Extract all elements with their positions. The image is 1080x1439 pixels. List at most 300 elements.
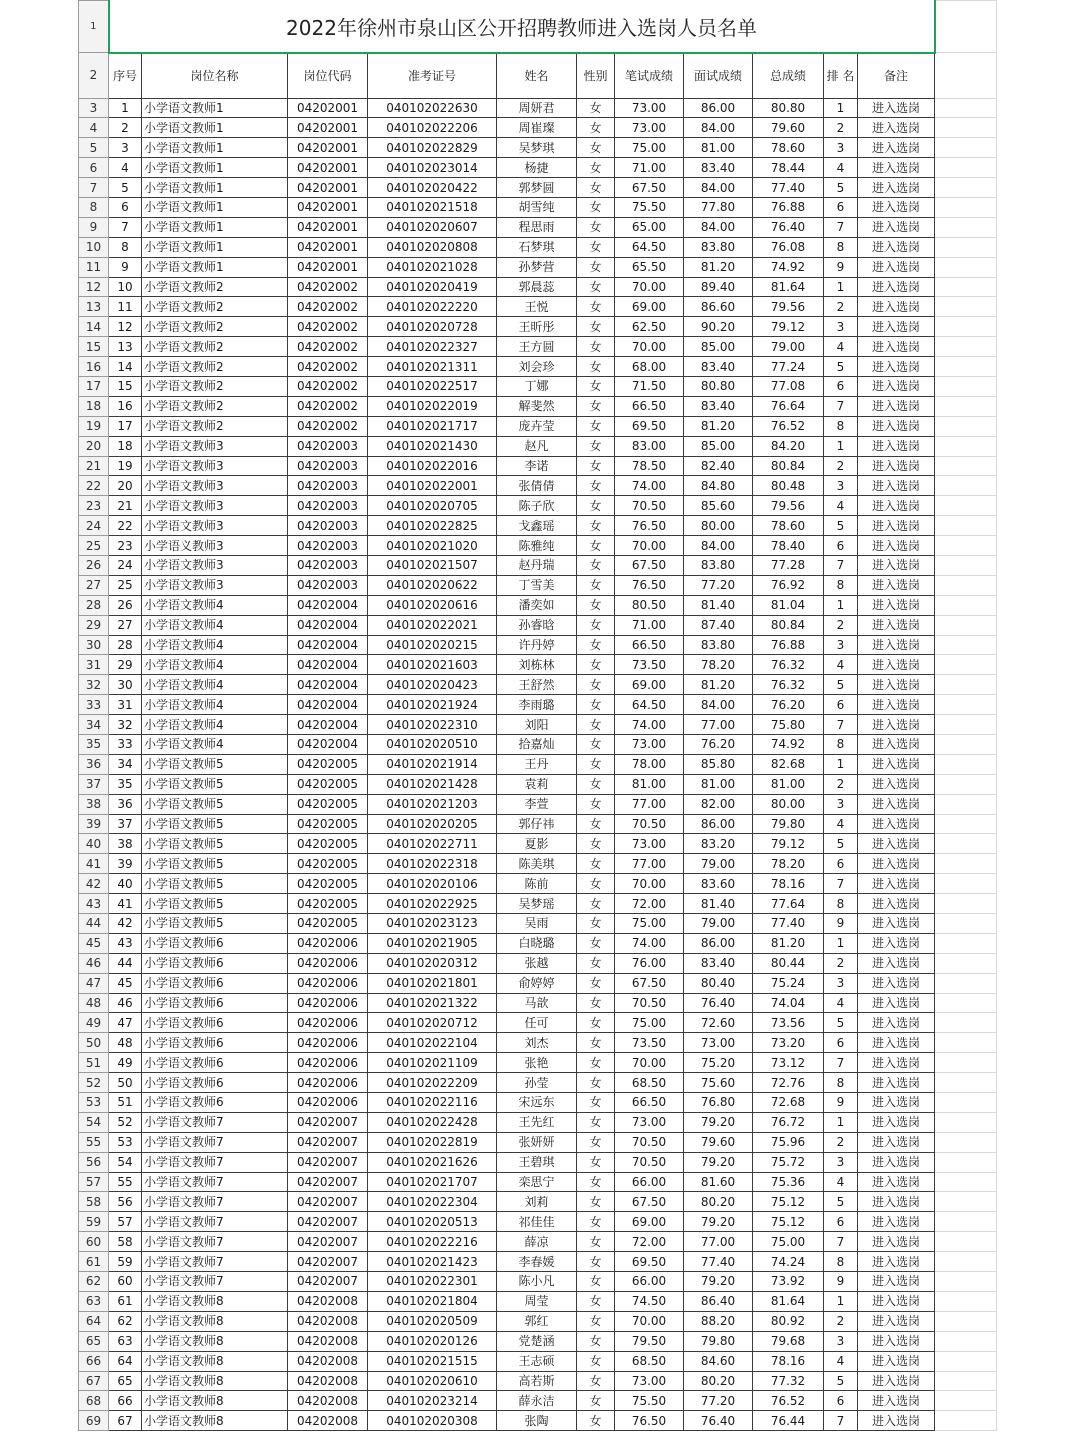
cell-name[interactable]: 刘栋林 [497, 655, 577, 675]
cell-code[interactable]: 04202001 [288, 217, 368, 237]
cell-note[interactable]: 进入选岗 [858, 1013, 935, 1033]
cell-exam-id[interactable]: 040102020610 [368, 1371, 497, 1391]
cell-written[interactable]: 70.00 [615, 1311, 684, 1331]
row-number[interactable]: 8 [79, 197, 109, 217]
cell-note[interactable]: 进入选岗 [858, 1411, 935, 1431]
row-number[interactable]: 53 [79, 1093, 109, 1113]
empty-cell[interactable] [935, 1152, 997, 1172]
cell-note[interactable]: 进入选岗 [858, 874, 935, 894]
cell-gender[interactable]: 女 [577, 1033, 615, 1053]
cell-written[interactable]: 77.00 [615, 794, 684, 814]
cell-post[interactable]: 小学语文教师6 [142, 1093, 288, 1113]
cell-rank[interactable]: 7 [824, 217, 858, 237]
cell-post[interactable]: 小学语文教师6 [142, 993, 288, 1013]
cell-rank[interactable]: 4 [824, 655, 858, 675]
empty-cell[interactable] [935, 98, 997, 118]
cell-gender[interactable]: 女 [577, 257, 615, 277]
cell-seq[interactable]: 26 [109, 595, 142, 615]
row-number[interactable]: 41 [79, 854, 109, 874]
cell-exam-id[interactable]: 040102021626 [368, 1152, 497, 1172]
cell-interview[interactable]: 79.00 [684, 854, 753, 874]
cell-rank[interactable]: 7 [824, 1411, 858, 1431]
cell-total[interactable]: 77.64 [753, 894, 824, 914]
cell-name[interactable]: 王舒然 [497, 675, 577, 695]
cell-post[interactable]: 小学语文教师2 [142, 357, 288, 377]
cell-gender[interactable]: 女 [577, 516, 615, 536]
cell-gender[interactable]: 女 [577, 1192, 615, 1212]
cell-total[interactable]: 80.44 [753, 953, 824, 973]
cell-exam-id[interactable]: 040102022711 [368, 834, 497, 854]
cell-written[interactable]: 78.50 [615, 456, 684, 476]
cell-interview[interactable]: 86.00 [684, 814, 753, 834]
cell-post[interactable]: 小学语文教师3 [142, 456, 288, 476]
cell-name[interactable]: 刘杰 [497, 1033, 577, 1053]
cell-gender[interactable]: 女 [577, 1053, 615, 1073]
cell-rank[interactable]: 5 [824, 516, 858, 536]
cell-name[interactable]: 李雨璐 [497, 695, 577, 715]
cell-interview[interactable]: 85.80 [684, 754, 753, 774]
row-number[interactable]: 69 [79, 1411, 109, 1431]
cell-exam-id[interactable]: 040102022829 [368, 138, 497, 158]
cell-note[interactable]: 进入选岗 [858, 1351, 935, 1371]
cell-note[interactable]: 进入选岗 [858, 237, 935, 257]
cell-total[interactable]: 77.24 [753, 357, 824, 377]
cell-written[interactable]: 80.50 [615, 595, 684, 615]
cell-written[interactable]: 74.00 [615, 476, 684, 496]
cell-total[interactable]: 81.20 [753, 933, 824, 953]
cell-rank[interactable]: 7 [824, 555, 858, 575]
cell-code[interactable]: 04202008 [288, 1351, 368, 1371]
cell-code[interactable]: 04202006 [288, 973, 368, 993]
cell-post[interactable]: 小学语文教师5 [142, 794, 288, 814]
header-post[interactable]: 岗位名称 [142, 53, 288, 99]
cell-post[interactable]: 小学语文教师1 [142, 197, 288, 217]
cell-name[interactable]: 拾嘉灿 [497, 735, 577, 755]
cell-written[interactable]: 72.00 [615, 1232, 684, 1252]
cell-seq[interactable]: 13 [109, 337, 142, 357]
cell-interview[interactable]: 80.80 [684, 376, 753, 396]
row-number[interactable]: 18 [79, 396, 109, 416]
empty-cell[interactable] [935, 973, 997, 993]
cell-exam-id[interactable]: 040102021924 [368, 695, 497, 715]
cell-total[interactable]: 78.60 [753, 138, 824, 158]
cell-total[interactable]: 76.40 [753, 217, 824, 237]
cell-total[interactable]: 72.76 [753, 1073, 824, 1093]
cell-total[interactable]: 78.20 [753, 854, 824, 874]
cell-exam-id[interactable]: 040102021109 [368, 1053, 497, 1073]
cell-gender[interactable]: 女 [577, 496, 615, 516]
cell-rank[interactable]: 4 [824, 814, 858, 834]
cell-code[interactable]: 04202001 [288, 138, 368, 158]
row-number[interactable]: 51 [79, 1053, 109, 1073]
cell-code[interactable]: 04202003 [288, 456, 368, 476]
cell-name[interactable]: 祁佳佳 [497, 1212, 577, 1232]
cell-name[interactable]: 程思雨 [497, 217, 577, 237]
cell-post[interactable]: 小学语文教师7 [142, 1152, 288, 1172]
cell-written[interactable]: 73.00 [615, 735, 684, 755]
cell-total[interactable]: 80.92 [753, 1311, 824, 1331]
cell-exam-id[interactable]: 040102022428 [368, 1112, 497, 1132]
cell-name[interactable]: 张妍妍 [497, 1132, 577, 1152]
cell-gender[interactable]: 女 [577, 1212, 615, 1232]
cell-note[interactable]: 进入选岗 [858, 1272, 935, 1292]
cell-name[interactable]: 丁雪美 [497, 575, 577, 595]
cell-interview[interactable]: 84.00 [684, 217, 753, 237]
row-number[interactable]: 20 [79, 436, 109, 456]
cell-code[interactable]: 04202003 [288, 536, 368, 556]
empty-cell[interactable] [935, 953, 997, 973]
cell-code[interactable]: 04202005 [288, 814, 368, 834]
cell-seq[interactable]: 59 [109, 1252, 142, 1272]
cell-interview[interactable]: 80.20 [684, 1192, 753, 1212]
cell-exam-id[interactable]: 040102021603 [368, 655, 497, 675]
cell-rank[interactable]: 8 [824, 575, 858, 595]
cell-seq[interactable]: 2 [109, 118, 142, 138]
cell-seq[interactable]: 6 [109, 197, 142, 217]
cell-total[interactable]: 79.12 [753, 834, 824, 854]
cell-written[interactable]: 74.00 [615, 933, 684, 953]
cell-exam-id[interactable]: 040102022209 [368, 1073, 497, 1093]
empty-cell[interactable] [935, 376, 997, 396]
cell-gender[interactable]: 女 [577, 357, 615, 377]
cell-exam-id[interactable]: 040102022021 [368, 615, 497, 635]
row-number[interactable]: 38 [79, 794, 109, 814]
cell-rank[interactable]: 6 [824, 376, 858, 396]
cell-interview[interactable]: 80.00 [684, 516, 753, 536]
cell-post[interactable]: 小学语文教师7 [142, 1252, 288, 1272]
cell-rank[interactable]: 5 [824, 1013, 858, 1033]
cell-seq[interactable]: 24 [109, 555, 142, 575]
cell-note[interactable]: 进入选岗 [858, 337, 935, 357]
cell-gender[interactable]: 女 [577, 695, 615, 715]
cell-code[interactable]: 04202001 [288, 118, 368, 138]
cell-note[interactable]: 进入选岗 [858, 1172, 935, 1192]
cell-gender[interactable]: 女 [577, 178, 615, 198]
cell-seq[interactable]: 51 [109, 1093, 142, 1113]
empty-cell[interactable] [935, 914, 997, 934]
row-number[interactable]: 4 [79, 118, 109, 138]
empty-cell[interactable] [935, 476, 997, 496]
empty-cell[interactable] [935, 735, 997, 755]
cell-exam-id[interactable]: 040102020106 [368, 874, 497, 894]
cell-exam-id[interactable]: 040102022116 [368, 1093, 497, 1113]
empty-cell[interactable] [935, 715, 997, 735]
cell-post[interactable]: 小学语文教师5 [142, 774, 288, 794]
cell-rank[interactable]: 5 [824, 178, 858, 198]
header-name[interactable]: 姓名 [497, 53, 577, 99]
row-number[interactable]: 56 [79, 1152, 109, 1172]
cell-note[interactable]: 进入选岗 [858, 1291, 935, 1311]
cell-exam-id[interactable]: 040102020126 [368, 1331, 497, 1351]
cell-exam-id[interactable]: 040102022216 [368, 1232, 497, 1252]
cell-seq[interactable]: 12 [109, 317, 142, 337]
cell-total[interactable]: 81.64 [753, 1291, 824, 1311]
cell-code[interactable]: 04202006 [288, 933, 368, 953]
cell-note[interactable]: 进入选岗 [858, 118, 935, 138]
page-title[interactable]: 2022年徐州市泉山区公开招聘教师进入选岗人员名单 [109, 1, 935, 53]
empty-cell[interactable] [935, 1132, 997, 1152]
cell-total[interactable]: 76.08 [753, 237, 824, 257]
cell-written[interactable]: 72.00 [615, 894, 684, 914]
cell-gender[interactable]: 女 [577, 217, 615, 237]
cell-gender[interactable]: 女 [577, 337, 615, 357]
cell-interview[interactable]: 83.40 [684, 158, 753, 178]
cell-seq[interactable]: 64 [109, 1351, 142, 1371]
empty-cell[interactable] [935, 993, 997, 1013]
cell-name[interactable]: 宋远东 [497, 1093, 577, 1113]
cell-rank[interactable]: 7 [824, 874, 858, 894]
row-number[interactable]: 23 [79, 496, 109, 516]
cell-written[interactable]: 70.50 [615, 1152, 684, 1172]
cell-interview[interactable]: 77.40 [684, 1252, 753, 1272]
cell-post[interactable]: 小学语文教师3 [142, 516, 288, 536]
header-written[interactable]: 笔试成绩 [615, 53, 684, 99]
cell-code[interactable]: 04202001 [288, 237, 368, 257]
cell-name[interactable]: 陈前 [497, 874, 577, 894]
empty-cell[interactable] [935, 615, 997, 635]
cell-name[interactable]: 高若斯 [497, 1371, 577, 1391]
cell-note[interactable]: 进入选岗 [858, 555, 935, 575]
cell-written[interactable]: 67.50 [615, 555, 684, 575]
empty-cell[interactable] [935, 217, 997, 237]
cell-exam-id[interactable]: 040102022925 [368, 894, 497, 914]
cell-rank[interactable]: 8 [824, 416, 858, 436]
cell-post[interactable]: 小学语文教师7 [142, 1212, 288, 1232]
cell-total[interactable]: 80.84 [753, 615, 824, 635]
empty-cell[interactable] [935, 655, 997, 675]
cell-note[interactable]: 进入选岗 [858, 715, 935, 735]
cell-gender[interactable]: 女 [577, 973, 615, 993]
cell-total[interactable]: 75.24 [753, 973, 824, 993]
empty-cell[interactable] [935, 814, 997, 834]
cell-total[interactable]: 77.40 [753, 178, 824, 198]
cell-rank[interactable]: 5 [824, 1192, 858, 1212]
cell-written[interactable]: 66.00 [615, 1172, 684, 1192]
row-number[interactable]: 2 [79, 53, 109, 99]
cell-interview[interactable]: 84.60 [684, 1351, 753, 1371]
cell-exam-id[interactable]: 040102020808 [368, 237, 497, 257]
cell-gender[interactable]: 女 [577, 754, 615, 774]
cell-written[interactable]: 74.00 [615, 715, 684, 735]
cell-code[interactable]: 04202008 [288, 1371, 368, 1391]
cell-code[interactable]: 04202007 [288, 1172, 368, 1192]
cell-exam-id[interactable]: 040102023014 [368, 158, 497, 178]
cell-code[interactable]: 04202005 [288, 854, 368, 874]
cell-exam-id[interactable]: 040102021428 [368, 774, 497, 794]
cell-note[interactable]: 进入选岗 [858, 1212, 935, 1232]
cell-total[interactable]: 76.64 [753, 396, 824, 416]
cell-rank[interactable]: 1 [824, 436, 858, 456]
cell-gender[interactable]: 女 [577, 158, 615, 178]
row-number[interactable]: 64 [79, 1311, 109, 1331]
cell-written[interactable]: 79.50 [615, 1331, 684, 1351]
cell-exam-id[interactable]: 040102022825 [368, 516, 497, 536]
cell-post[interactable]: 小学语文教师3 [142, 555, 288, 575]
cell-post[interactable]: 小学语文教师7 [142, 1272, 288, 1292]
cell-written[interactable]: 69.00 [615, 1212, 684, 1232]
cell-rank[interactable]: 8 [824, 1252, 858, 1272]
cell-rank[interactable]: 9 [824, 257, 858, 277]
cell-code[interactable]: 04202003 [288, 496, 368, 516]
cell-seq[interactable]: 49 [109, 1053, 142, 1073]
cell-name[interactable]: 夏影 [497, 834, 577, 854]
empty-cell[interactable] [935, 516, 997, 536]
cell-post[interactable]: 小学语文教师4 [142, 635, 288, 655]
cell-rank[interactable]: 4 [824, 337, 858, 357]
cell-note[interactable]: 进入选岗 [858, 953, 935, 973]
cell-total[interactable]: 78.16 [753, 874, 824, 894]
cell-interview[interactable]: 90.20 [684, 317, 753, 337]
cell-rank[interactable]: 6 [824, 536, 858, 556]
cell-seq[interactable]: 60 [109, 1272, 142, 1292]
empty-cell[interactable] [935, 317, 997, 337]
cell-interview[interactable]: 72.60 [684, 1013, 753, 1033]
cell-seq[interactable]: 50 [109, 1073, 142, 1093]
cell-interview[interactable]: 76.40 [684, 1411, 753, 1431]
empty-cell[interactable] [935, 1411, 997, 1431]
cell-exam-id[interactable]: 040102021914 [368, 754, 497, 774]
cell-gender[interactable]: 女 [577, 1172, 615, 1192]
cell-name[interactable]: 李萱 [497, 794, 577, 814]
cell-interview[interactable]: 76.20 [684, 735, 753, 755]
cell-name[interactable]: 薛凉 [497, 1232, 577, 1252]
cell-seq[interactable]: 40 [109, 874, 142, 894]
cell-seq[interactable]: 11 [109, 297, 142, 317]
cell-note[interactable]: 进入选岗 [858, 615, 935, 635]
cell-exam-id[interactable]: 040102022104 [368, 1033, 497, 1053]
cell-post[interactable]: 小学语文教师3 [142, 496, 288, 516]
cell-name[interactable]: 王志硕 [497, 1351, 577, 1371]
cell-exam-id[interactable]: 040102021905 [368, 933, 497, 953]
cell-name[interactable]: 刘莉 [497, 1192, 577, 1212]
cell-written[interactable]: 76.50 [615, 1411, 684, 1431]
cell-code[interactable]: 04202007 [288, 1132, 368, 1152]
cell-interview[interactable]: 82.00 [684, 794, 753, 814]
cell-rank[interactable]: 3 [824, 1331, 858, 1351]
cell-interview[interactable]: 81.40 [684, 894, 753, 914]
cell-name[interactable]: 孙梦营 [497, 257, 577, 277]
header-seq[interactable]: 序号 [109, 53, 142, 99]
row-number[interactable]: 49 [79, 1013, 109, 1033]
cell-total[interactable]: 76.32 [753, 675, 824, 695]
cell-note[interactable]: 进入选岗 [858, 794, 935, 814]
cell-post[interactable]: 小学语文教师7 [142, 1172, 288, 1192]
empty-cell[interactable] [935, 257, 997, 277]
cell-rank[interactable]: 3 [824, 476, 858, 496]
empty-cell[interactable] [935, 178, 997, 198]
cell-interview[interactable]: 79.20 [684, 1112, 753, 1132]
cell-written[interactable]: 83.00 [615, 436, 684, 456]
cell-written[interactable]: 70.50 [615, 496, 684, 516]
cell-total[interactable]: 76.52 [753, 1391, 824, 1411]
cell-rank[interactable]: 4 [824, 1172, 858, 1192]
cell-rank[interactable]: 2 [824, 1132, 858, 1152]
row-number[interactable]: 31 [79, 655, 109, 675]
row-number[interactable]: 63 [79, 1291, 109, 1311]
empty-cell[interactable] [935, 1391, 997, 1411]
cell-interview[interactable]: 83.60 [684, 874, 753, 894]
cell-note[interactable]: 进入选岗 [858, 396, 935, 416]
cell-gender[interactable]: 女 [577, 1351, 615, 1371]
cell-rank[interactable]: 7 [824, 396, 858, 416]
cell-name[interactable]: 周崔璨 [497, 118, 577, 138]
cell-written[interactable]: 70.00 [615, 874, 684, 894]
cell-code[interactable]: 04202005 [288, 874, 368, 894]
cell-rank[interactable]: 2 [824, 953, 858, 973]
empty-cell[interactable] [935, 1073, 997, 1093]
empty-cell[interactable] [935, 1013, 997, 1033]
cell-code[interactable]: 04202007 [288, 1192, 368, 1212]
cell-interview[interactable]: 89.40 [684, 277, 753, 297]
cell-interview[interactable]: 79.60 [684, 1132, 753, 1152]
cell-written[interactable]: 75.00 [615, 914, 684, 934]
cell-post[interactable]: 小学语义教师3 [142, 536, 288, 556]
cell-name[interactable]: 丁娜 [497, 376, 577, 396]
cell-gender[interactable]: 女 [577, 536, 615, 556]
cell-code[interactable]: 04202003 [288, 516, 368, 536]
cell-post[interactable]: 小学语文教师5 [142, 854, 288, 874]
cell-code[interactable]: 04202003 [288, 555, 368, 575]
cell-post[interactable]: 小学语文教师2 [142, 376, 288, 396]
cell-gender[interactable]: 女 [577, 933, 615, 953]
cell-exam-id[interactable]: 040102021801 [368, 973, 497, 993]
cell-exam-id[interactable]: 040102022220 [368, 297, 497, 317]
cell-gender[interactable]: 女 [577, 834, 615, 854]
cell-seq[interactable]: 22 [109, 516, 142, 536]
cell-rank[interactable]: 1 [824, 1112, 858, 1132]
cell-rank[interactable]: 3 [824, 794, 858, 814]
cell-total[interactable]: 80.80 [753, 98, 824, 118]
empty-cell[interactable] [935, 158, 997, 178]
empty-cell[interactable] [935, 118, 997, 138]
cell-rank[interactable]: 9 [824, 914, 858, 934]
cell-gender[interactable]: 女 [577, 595, 615, 615]
cell-note[interactable]: 进入选岗 [858, 317, 935, 337]
cell-name[interactable]: 王碧琪 [497, 1152, 577, 1172]
cell-note[interactable]: 进入选岗 [858, 1192, 935, 1212]
cell-seq[interactable]: 47 [109, 1013, 142, 1033]
cell-seq[interactable]: 63 [109, 1331, 142, 1351]
cell-gender[interactable]: 女 [577, 735, 615, 755]
cell-note[interactable]: 进入选岗 [858, 257, 935, 277]
cell-post[interactable]: 小学语文教师4 [142, 735, 288, 755]
cell-seq[interactable]: 48 [109, 1033, 142, 1053]
cell-gender[interactable]: 女 [577, 1073, 615, 1093]
cell-post[interactable]: 小学语文教师1 [142, 158, 288, 178]
cell-note[interactable]: 进入选岗 [858, 416, 935, 436]
cell-total[interactable]: 79.12 [753, 317, 824, 337]
cell-total[interactable]: 77.28 [753, 555, 824, 575]
cell-total[interactable]: 79.60 [753, 118, 824, 138]
cell-exam-id[interactable]: 040102022001 [368, 476, 497, 496]
empty-cell[interactable] [935, 1053, 997, 1073]
empty-cell[interactable] [935, 416, 997, 436]
cell-seq[interactable]: 37 [109, 814, 142, 834]
cell-rank[interactable]: 9 [824, 1272, 858, 1292]
cell-total[interactable]: 73.56 [753, 1013, 824, 1033]
cell-rank[interactable]: 8 [824, 894, 858, 914]
cell-exam-id[interactable]: 040102020510 [368, 735, 497, 755]
row-number[interactable]: 42 [79, 874, 109, 894]
cell-gender[interactable]: 女 [577, 615, 615, 635]
empty-cell[interactable] [935, 774, 997, 794]
cell-written[interactable]: 64.50 [615, 237, 684, 257]
cell-total[interactable]: 76.88 [753, 635, 824, 655]
cell-written[interactable]: 66.00 [615, 1272, 684, 1292]
cell-note[interactable]: 进入选岗 [858, 1311, 935, 1331]
cell-seq[interactable]: 62 [109, 1311, 142, 1331]
cell-seq[interactable]: 38 [109, 834, 142, 854]
